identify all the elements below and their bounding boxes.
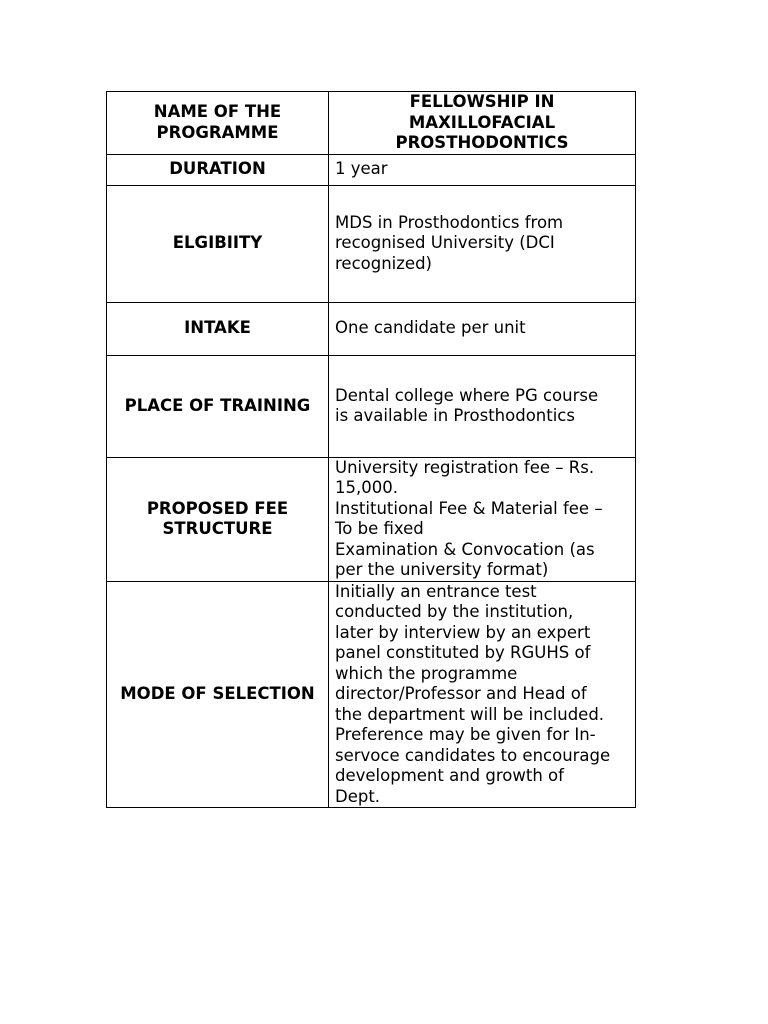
duration-label-line: DURATION: [169, 159, 266, 179]
mode-of-selection-label-line: MODE OF SELECTION: [120, 684, 315, 703]
mode-of-selection-value-line: which the programme: [335, 663, 518, 683]
fee-structure-value-line: University registration fee – Rs.: [335, 457, 595, 477]
eligibility-value-line: MDS in Prosthodontics from: [335, 212, 564, 232]
place-of-training-label-line: PLACE OF TRAINING: [124, 395, 311, 415]
programme-name-value-line: PROSTHODONTICS: [395, 133, 569, 152]
programme-name-value-line: MAXILLOFACIAL: [408, 112, 556, 132]
table-row-fee-structure: [107, 457, 636, 581]
place-of-training-value-line: Dental college where PG course: [335, 385, 599, 405]
fee-structure-value-line: per the university format): [335, 560, 549, 579]
table-row-intake: [107, 302, 636, 355]
mode-of-selection-value-line: development and growth of: [335, 766, 564, 785]
eligibility-value-line: recognised University (DCI: [335, 233, 555, 253]
fee-structure-label: [107, 457, 329, 581]
programme-name-label-line: PROGRAMME: [156, 122, 279, 142]
duration-value: [329, 154, 636, 185]
duration-value-line: 1 year: [335, 159, 388, 179]
place-of-training-value-line: is available in Prosthodontics: [335, 406, 575, 425]
intake-label-line: INTAKE: [184, 318, 251, 338]
mode-of-selection-label: [107, 581, 329, 808]
programme-details-table: [106, 91, 636, 808]
fee-structure-value: [329, 457, 636, 581]
eligibility-label: [107, 185, 329, 302]
place-of-training-value: [329, 355, 636, 457]
fee-structure-value-line: Examination & Convocation (as: [335, 539, 595, 559]
mode-of-selection-value-line: the department will be included.: [335, 704, 605, 724]
eligibility-label-line: ELGIBIITY: [172, 233, 263, 253]
duration-label: [107, 154, 329, 185]
intake-value: [329, 302, 636, 355]
fee-structure-value-line: To be fixed: [335, 519, 424, 538]
fee-structure-label-line: PROPOSED FEE: [146, 498, 289, 518]
mode-of-selection-value-line: panel constituted by RGUHS of: [335, 643, 591, 662]
programme-name-value: [329, 92, 636, 155]
intake-value-line: One candidate per unit: [335, 318, 526, 338]
table-row-duration: [107, 154, 636, 185]
table-row-mode-of-selection: [107, 581, 636, 808]
mode-of-selection-value-line: conducted by the institution,: [335, 602, 574, 621]
mode-of-selection-value: [329, 581, 636, 808]
mode-of-selection-value-line: Dept.: [335, 786, 381, 806]
eligibility-value: [329, 185, 636, 302]
mode-of-selection-value-line: later by interview by an expert: [335, 622, 591, 642]
fee-structure-value-line: 15,000.: [335, 478, 398, 497]
place-of-training-label: [107, 355, 329, 457]
mode-of-selection-value-line: director/Professor and Head of: [335, 684, 587, 703]
mode-of-selection-value-line: servoce candidates to encourage: [335, 745, 611, 765]
mode-of-selection-value-line: Initially an entrance test: [335, 581, 537, 601]
table-row-programme-name: [107, 92, 636, 155]
table-row-eligibility: [107, 185, 636, 302]
table-row-place-of-training: [107, 355, 636, 457]
fee-structure-value-line: Institutional Fee & Material fee –: [335, 498, 603, 518]
programme-name-label: [107, 92, 329, 155]
eligibility-value-line: recognized): [335, 253, 432, 273]
fee-structure-label-line: STRUCTURE: [162, 519, 273, 538]
mode-of-selection-value-line: Preference may be given for In-: [335, 725, 596, 744]
programme-name-label-line: NAME OF THE: [153, 102, 282, 122]
programme-name-value-line: FELLOWSHIP IN: [409, 92, 555, 111]
intake-label: [107, 302, 329, 355]
